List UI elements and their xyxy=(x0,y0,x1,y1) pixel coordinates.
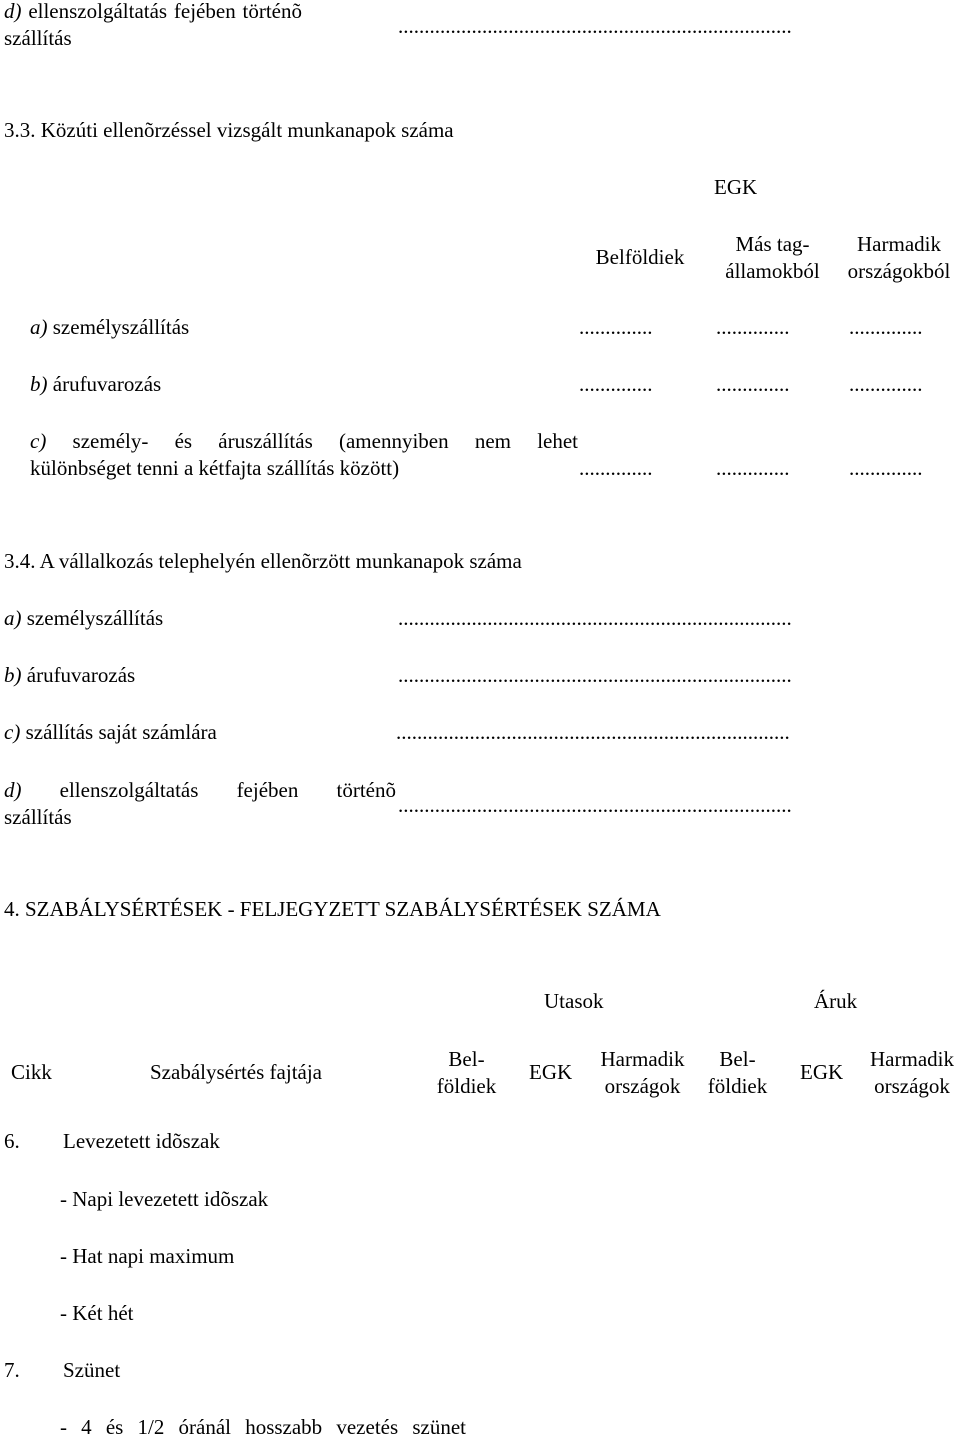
s34-row-c xyxy=(4,719,217,745)
s33-row-a-dots-1: .............. xyxy=(579,315,653,339)
s4-row7-num: 7. xyxy=(4,1358,20,1382)
top-d-letter: d) xyxy=(4,0,22,23)
s4-row7-sub1-word-5: óránál xyxy=(178,1415,232,1439)
s34-row-a-dots: ........................................................................... xyxy=(398,606,792,630)
s33-row-c-dots-1: .............. xyxy=(579,456,653,480)
s33-row-c-dots-2: .............. xyxy=(716,456,790,480)
s4-col-utasok-bel-1: Bel- xyxy=(448,1047,485,1071)
s34-row-d-word-1: ellenszolgáltatás xyxy=(59,778,199,802)
s4-col-utasok-harm-1: Harmadik xyxy=(600,1047,685,1071)
s4-row6-text: Levezetett idõszak xyxy=(63,1129,220,1153)
s33-col-belfoldiek: Belföldiek xyxy=(595,245,685,269)
s4-row7-sub1-word-6: hosszabb xyxy=(245,1415,323,1439)
s34-row-c-dots: ........................................................................... xyxy=(396,720,790,744)
s4-group-utasok: Utasok xyxy=(544,989,604,1013)
s4-col-aruk-bel-2: földiek xyxy=(707,1074,768,1098)
s34-row-a xyxy=(4,605,163,631)
s34-row-d-letter: d) xyxy=(4,778,22,802)
s4-row7-sub1-word-3: és xyxy=(105,1415,124,1439)
s33-row-a xyxy=(30,314,189,340)
s33-row-b-letter: b) xyxy=(30,372,48,396)
s4-col-utasok-harm-2: országok xyxy=(604,1074,681,1098)
top-d-word-2: fejében xyxy=(173,0,236,23)
s34-row-d-word-2: fejében xyxy=(236,778,299,802)
s33-row-b-dots-1: .............. xyxy=(579,372,653,396)
s4-row6-sub1: - Napi levezetett idõszak xyxy=(60,1187,269,1211)
s33-row-c-word-1: személy- xyxy=(72,429,149,453)
s33-title: 3.3. Közúti ellenõrzéssel vizsgált munkanapok száma xyxy=(4,118,454,142)
s33-col-mas-1: Más tag- xyxy=(735,232,810,256)
s33-egk-header: EGK xyxy=(714,175,758,199)
s33-col-harm-2: országokból xyxy=(847,259,951,283)
s34-row-a-letter: a) xyxy=(4,606,22,630)
s4-col-aruk-bel-1: Bel- xyxy=(719,1047,756,1071)
s4-col-utasok-egk: EGK xyxy=(529,1060,573,1084)
s4-col-cikk: Cikk xyxy=(11,1060,52,1084)
s34-row-a-text: személyszállítás xyxy=(26,606,164,630)
s33-col-harm-1: Harmadik xyxy=(857,232,941,256)
s4-row7-text: Szünet xyxy=(63,1358,121,1382)
s4-row6-sub2: - Hat napi maximum xyxy=(60,1244,235,1268)
s33-row-b-text: árufuvarozás xyxy=(52,372,162,396)
s4-row6-num: 6. xyxy=(4,1129,20,1153)
s4-col-aruk-egk: EGK xyxy=(800,1060,844,1084)
s33-row-c-word-5: nem xyxy=(474,429,511,453)
s33-row-c-word-3: áruszállítás xyxy=(218,429,313,453)
s33-row-a-dots-2: .............. xyxy=(716,315,790,339)
s4-group-aruk: Áruk xyxy=(814,989,858,1013)
s33-row-a-letter: a) xyxy=(30,315,48,339)
s33-row-c-dots-3: .............. xyxy=(849,456,923,480)
s34-row-b xyxy=(4,662,135,688)
s33-row-a-text: személyszállítás xyxy=(52,315,190,339)
top-d-dots: ........................................................................... xyxy=(398,14,792,38)
s34-row-d-dots: ........................................................................... xyxy=(398,793,792,817)
s34-row-c-text: szállítás saját számlára xyxy=(25,720,217,744)
top-d-word-1: ellenszolgáltatás xyxy=(28,0,168,23)
s34-row-c-letter: c) xyxy=(4,720,21,744)
s33-row-a-dots-3: .............. xyxy=(849,315,923,339)
s33-row-b-dots-2: .............. xyxy=(716,372,790,396)
s4-col-aruk-harm-2: országok xyxy=(874,1074,950,1098)
s4-col-fajta: Szabálysértés fajtája xyxy=(150,1060,322,1084)
s34-row-b-text: árufuvarozás xyxy=(26,663,136,687)
s4-row7-sub1-word-8: szünet xyxy=(412,1415,466,1439)
s34-row-d-word-3: történõ xyxy=(336,778,396,802)
top-d-word-3: történõ xyxy=(242,0,302,23)
s4-col-utasok-bel-2: földiek xyxy=(436,1074,497,1098)
s4-row7-sub1 xyxy=(60,1414,466,1440)
s33-row-b xyxy=(30,371,161,397)
s34-title: 3.4. A vállalkozás telephelyén ellenõrzött munkanapok száma xyxy=(4,549,522,573)
top-d-line1 xyxy=(4,0,302,24)
s34-row-b-dots: ........................................................................... xyxy=(398,663,792,687)
s34-row-d-line1 xyxy=(4,777,396,803)
s4-row7-sub1-word-7: vezetés xyxy=(336,1415,399,1439)
s4-title: 4. SZABÁLYSÉRTÉSEK - FELJEGYZETT SZABÁLYSÉRTÉSEK SZÁMA xyxy=(4,897,661,921)
s4-row7-sub1-word-2: 4 xyxy=(81,1415,92,1439)
s4-row6-sub3: - Két hét xyxy=(60,1301,134,1325)
s4-col-aruk-harm-1: Harmadik xyxy=(870,1047,954,1071)
s4-row7-sub1-word-4: 1/2 xyxy=(137,1415,165,1439)
s34-row-d-line2: szállítás xyxy=(4,805,72,829)
s33-row-c-word-2: és xyxy=(174,429,193,453)
top-d-line2: szállítás xyxy=(4,26,72,50)
s34-row-b-letter: b) xyxy=(4,663,22,687)
s33-row-c-line1 xyxy=(30,428,578,454)
s33-row-c-line2: különbséget tenni a kétfajta szállítás között) xyxy=(30,456,400,480)
s33-row-c-letter: c) xyxy=(30,429,47,453)
s33-row-c-word-4: (amennyiben xyxy=(338,429,449,453)
s33-col-mas-2: államokból xyxy=(725,259,820,283)
s33-row-b-dots-3: .............. xyxy=(849,372,923,396)
s33-row-c-word-6: lehet xyxy=(537,429,578,453)
s4-row7-sub1-word-1: - xyxy=(60,1415,67,1439)
